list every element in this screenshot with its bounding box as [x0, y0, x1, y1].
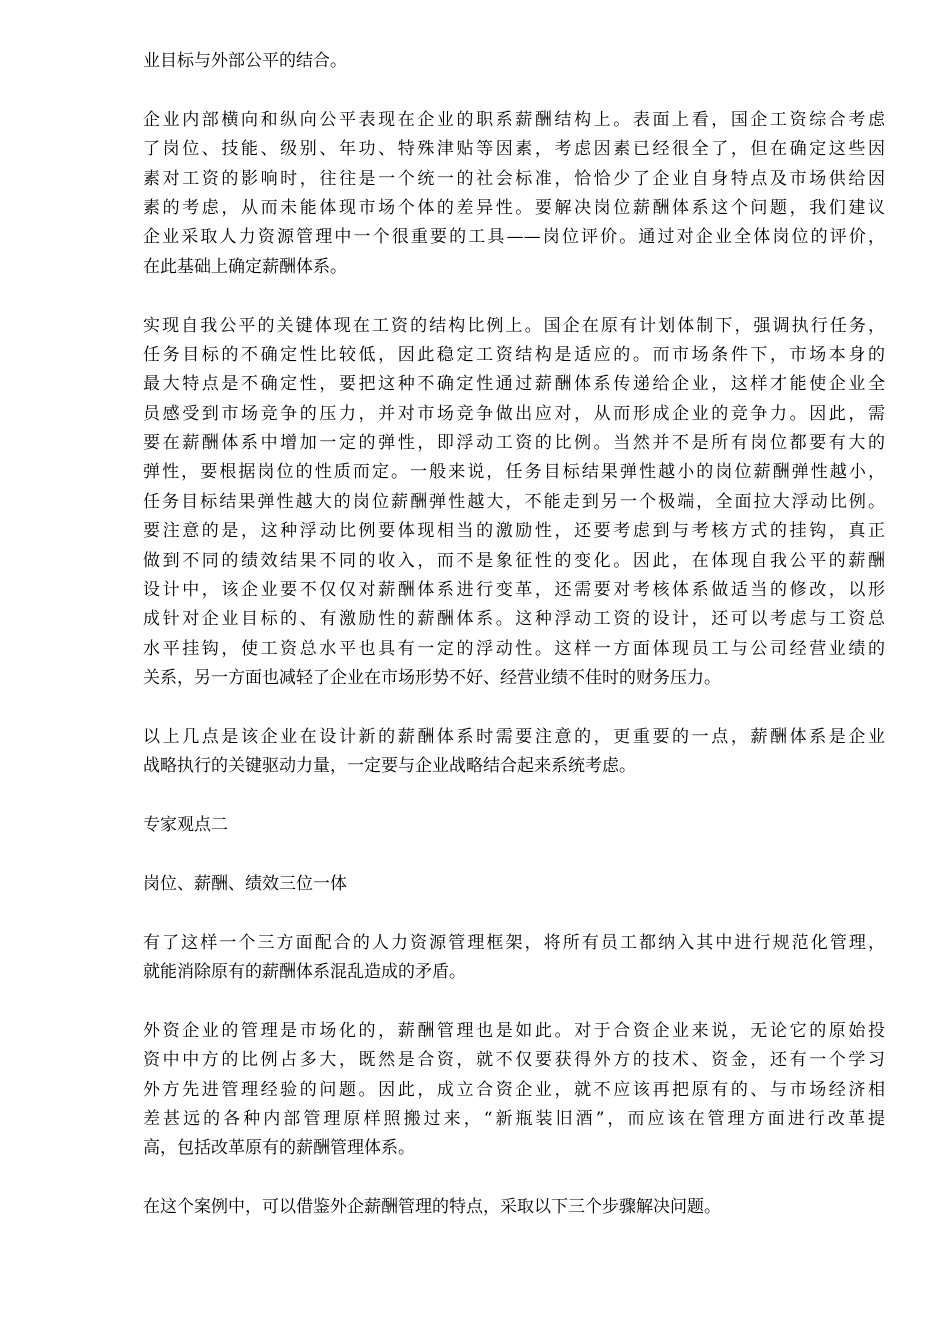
document-page: [143, 47, 885, 1252]
text-line: 以上几点是该企业在设计新的薪酬体系时需要注意的，更重要的一点，薪酬体系是企业: [143, 726, 885, 747]
text-line: 了岗位、技能、级别、年功、特殊津贴等因素，考虑因素已经很全了，但在确定这些因: [143, 139, 885, 160]
text-line: 要注意的是，这种浮动比例要体现相当的激励性，还要考虑到与考核方式的挂钩，真正: [143, 521, 885, 542]
text-line: 任务目标的不确定性比较低，因此稳定工资结构是适应的。而市场条件下，市场本身的: [143, 344, 885, 365]
text-line: 外资企业的管理是市场化的，薪酬管理也是如此。对于合资企业来说，无论它的原始投: [143, 1020, 885, 1041]
paragraph: [143, 312, 885, 694]
text-line: 最大特点是不确定性，要把这种不确定性通过薪酬体系传递给企业，这样才能使企业全: [143, 374, 885, 395]
text-line: 高，包括改革原有的薪酬管理体系。: [143, 1138, 415, 1159]
paragraph: [143, 870, 885, 899]
paragraph: [143, 47, 885, 76]
paragraph: [143, 929, 885, 988]
paragraph: [143, 1193, 885, 1222]
paragraph: [143, 106, 885, 282]
text-line: 在这个案例中，可以借鉴外企薪酬管理的特点，采取以下三个步骤解决问题。: [143, 1197, 721, 1218]
text-line: 资中中方的比例占多大，既然是合资，就不仅要获得外方的技术、资金，还有一个学习: [143, 1050, 885, 1071]
text-line: 企业内部横向和纵向公平表现在企业的职系薪酬结构上。表面上看，国企工资综合考虑: [143, 109, 885, 130]
text-line: 岗位、薪酬、绩效三位一体: [143, 873, 347, 894]
text-line: 实现自我公平的关键体现在工资的结构比例上。国企在原有计划体制下，强调执行任务，: [143, 315, 885, 336]
text-line: 就能消除原有的薪酬体系混乱造成的矛盾。: [143, 962, 466, 983]
text-line: 有了这样一个三方面配合的人力资源管理框架，将所有员工都纳入其中进行规范化管理，: [143, 932, 885, 953]
text-line: 弹性，要根据岗位的性质而定。一般来说，任务目标结果弹性越小的岗位薪酬弹性越小，: [143, 462, 885, 483]
paragraph: [143, 811, 885, 840]
text-line: 专家观点二: [143, 815, 228, 836]
paragraph: [143, 723, 885, 782]
text-line: 战略执行的关键驱动力量，一定要与企业战略结合起来系统考虑。: [143, 756, 636, 777]
text-line: 员感受到市场竞争的压力，并对市场竞争做出应对，从而形成企业的竞争力。因此，需: [143, 403, 885, 424]
text-line: 业目标与外部公平的结合。: [143, 51, 347, 71]
text-line: 关系，另一方面也减轻了企业在市场形势不好、经营业绩不佳时的财务压力。: [143, 668, 721, 689]
text-line: 任务目标结果弹性越大的岗位薪酬弹性越大，不能走到另一个极端，全面拉大浮动比例。: [143, 491, 885, 512]
text-line: 水平挂钩，使工资总水平也具有一定的浮动性。这样一方面体现员工与公司经营业绩的: [143, 638, 885, 659]
text-line: 素的考虑，从而未能体现市场个体的差异性。要解决岗位薪酬体系这个问题，我们建议: [143, 197, 885, 218]
text-line: 差甚远的各种内部管理原样照搬过来，“新瓶装旧酒”，而应该在管理方面进行改革提: [143, 1109, 885, 1130]
text-line: 素对工资的影响时，往往是一个统一的社会标准，恰恰少了企业自身特点及市场供给因: [143, 168, 885, 189]
text-line: 企业采取人力资源管理中一个很重要的工具——岗位评价。通过对企业全体岗位的评价，: [143, 227, 885, 248]
text-line: 要在薪酬体系中增加一定的弹性，即浮动工资的比例。当然并不是所有岗位都要有大的: [143, 433, 885, 454]
text-line: 设计中，该企业要不仅仅对薪酬体系进行变革，还需要对考核体系做适当的修改，以形: [143, 580, 885, 601]
text-line: 成针对企业目标的、有激励性的薪酬体系。这种浮动工资的设计，还可以考虑与工资总: [143, 609, 885, 630]
text-line: 在此基础上确定薪酬体系。: [143, 256, 347, 277]
paragraph: [143, 1017, 885, 1164]
text-line: 做到不同的绩效结果不同的收入，而不是象征性的变化。因此，在体现自我公平的薪酬: [143, 550, 885, 571]
text-line: 外方先进管理经验的问题。因此，成立合资企业，就不应该再把原有的、与市场经济相: [143, 1079, 885, 1100]
